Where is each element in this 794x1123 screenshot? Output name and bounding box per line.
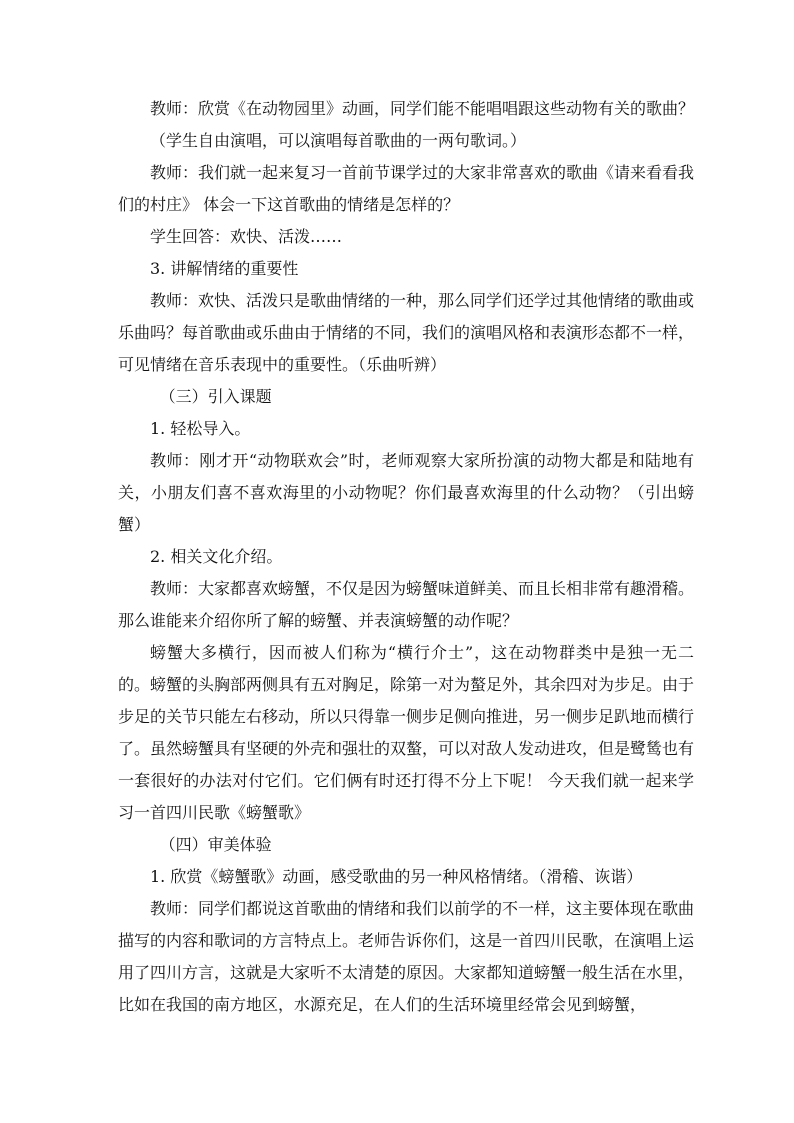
- paragraph-student-singing-note: （学生自由演唱，可以演唱每首歌曲的一两句歌词。）: [150, 131, 527, 150]
- heading-easy-intro: 1. 轻松导入。: [150, 419, 251, 438]
- paragraph-teacher-review-song: 教师：我们就一起来复习一首前节课学过的大家非常喜欢的歌曲《请来看看我们的村庄》 体会一下这首歌曲的情绪是怎样的？: [118, 163, 695, 214]
- paragraph-teacher-crab: 教师：大家都喜欢螃蟹，不仅是因为螃蟹味道鲜美、而且长相非常有趣滑稽。那么谁能来介绍你所了解的螃蟹、并表演螃蟹的动作呢？: [118, 579, 695, 630]
- heading-culture-intro: 2. 相关文化介绍。: [150, 547, 283, 566]
- paragraph-crab-facts: 螃蟹大多横行，因而被人们称为“横行介士”，这在动物群类中是独一无二的。螃蟹的头胸部两侧具有五对胸足，除第一对为螯足外，其余四对为步足。由于步足的关节只能左右移动，所以只得靠一侧步足侧向推进，另一侧步足趴地而横行了。虽然螃蟹具有坚硬的外壳和强壮的双螯，可以对敌人发动进攻，但是鹭鸶也有一套很好的办法对付它们。它们俩有时还打得不分上下呢！ 今天我们就一起来学习一首四川民歌《螃蟹歌》: [118, 643, 695, 822]
- section-heading-aesthetic-experience: （四）审美体验: [159, 835, 272, 854]
- paragraph-teacher-sea-animals: 教师：刚才开“动物联欢会”时，老师观察大家所扮演的动物大都是和陆地有关，小朋友们喜不喜欢海里的小动物呢？你们最喜欢海里的什么动物？（引出螃蟹）: [118, 451, 694, 534]
- heading-emotion-importance: 3. 讲解情绪的重要性: [150, 259, 299, 278]
- paragraph-teacher-dialect: 教师：同学们都说这首歌曲的情绪和我们以前学的不一样，这主要体现在歌曲描写的内容和歌词的方言特点上。老师告诉你们，这是一首四川民歌，在演唱上运用了四川方言，这就是大家听不太清楚的原因。大家都知道螃蟹一般生活在水里，比如在我国的南方地区，水源充足，在人们的生活环境里经常会见到螃蟹，: [118, 899, 695, 1014]
- paragraph-student-answer: 学生回答：欢快、活泼……: [150, 227, 343, 246]
- paragraph-teacher-emotion: 教师：欢快、活泼只是歌曲情绪的一种，那么同学们还学过其他情绪的歌曲或乐曲吗？每首歌曲或乐曲由于情绪的不同，我们的演唱风格和表演形态都不一样，可见情绪在音乐表现中的重要性。（乐曲听辨）: [118, 291, 695, 374]
- heading-appreciate-crab-song: 1. 欣赏《螃蟹歌》动画，感受歌曲的另一种风格情绪。（滑稽、诙谐）: [150, 867, 643, 886]
- section-heading-introduce-topic: （三）引入课题: [159, 387, 272, 406]
- document-body: [118, 93, 694, 1021]
- paragraph-teacher-animation-zoo: 教师：欣赏《在动物园里》动画，同学们能不能唱唱跟这些动物有关的歌曲？: [150, 99, 695, 118]
